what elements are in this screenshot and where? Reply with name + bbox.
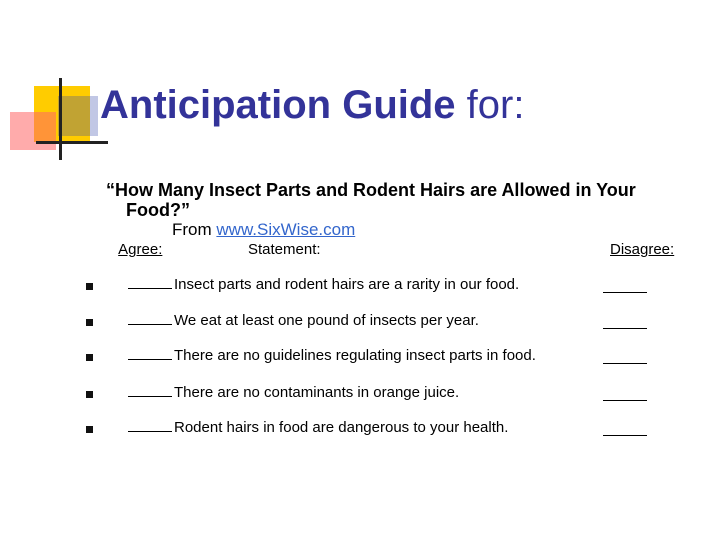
statement-text: There are no guidelines regulating insect parts in food. [174,347,536,364]
agree-blank[interactable] [128,345,172,360]
source-line [172,220,355,240]
agree-blank[interactable] [128,382,172,397]
statement-row [0,345,720,369]
decor-red-square [10,112,56,150]
statement-row [0,310,720,334]
statement-row [0,274,720,298]
statement-text: Rodent hairs in food are dangerous to your health. [174,419,509,436]
decor-vertical-line [59,78,62,160]
statement-text: We eat at least one pound of insects per year. [174,312,479,329]
disagree-blank[interactable] [603,349,647,364]
decor-horizontal-line [36,141,108,144]
bullet-icon [86,426,93,433]
header-disagree: Disagree: [610,241,675,258]
source-prefix: From [172,220,217,239]
agree-blank[interactable] [128,417,172,432]
disagree-blank[interactable] [603,386,647,401]
bullet-icon [86,319,93,326]
agree-blank[interactable] [128,310,172,325]
bullet-icon [86,391,93,398]
statement-text: Insect parts and rodent hairs are a rarity in our food. [174,276,520,293]
decor-blue-square [58,96,98,136]
statement-text: There are no contaminants in orange juice. [174,384,460,401]
bullet-icon [86,354,93,361]
disagree-blank[interactable] [603,278,647,293]
slide-subtitle [106,180,706,220]
subtitle-line-2: Food?” [126,200,190,220]
title-bold: Anticipation Guide [100,83,456,127]
bullet-icon [86,283,93,290]
statement-row [0,417,720,441]
header-agree-label: Agree: [118,241,163,258]
agree-blank[interactable] [128,274,172,289]
statement-row [0,382,720,406]
disagree-blank[interactable] [603,314,647,329]
slide-title [100,80,524,130]
header-statement: Statement: [248,241,321,258]
header-agree [114,240,162,260]
disagree-blank[interactable] [603,421,647,436]
title-normal: for: [466,83,525,127]
source-link[interactable]: www.SixWise.com [216,220,356,239]
subtitle-line-1: “How Many Insect Parts and Rodent Hairs are Allowed in Your [106,180,636,200]
